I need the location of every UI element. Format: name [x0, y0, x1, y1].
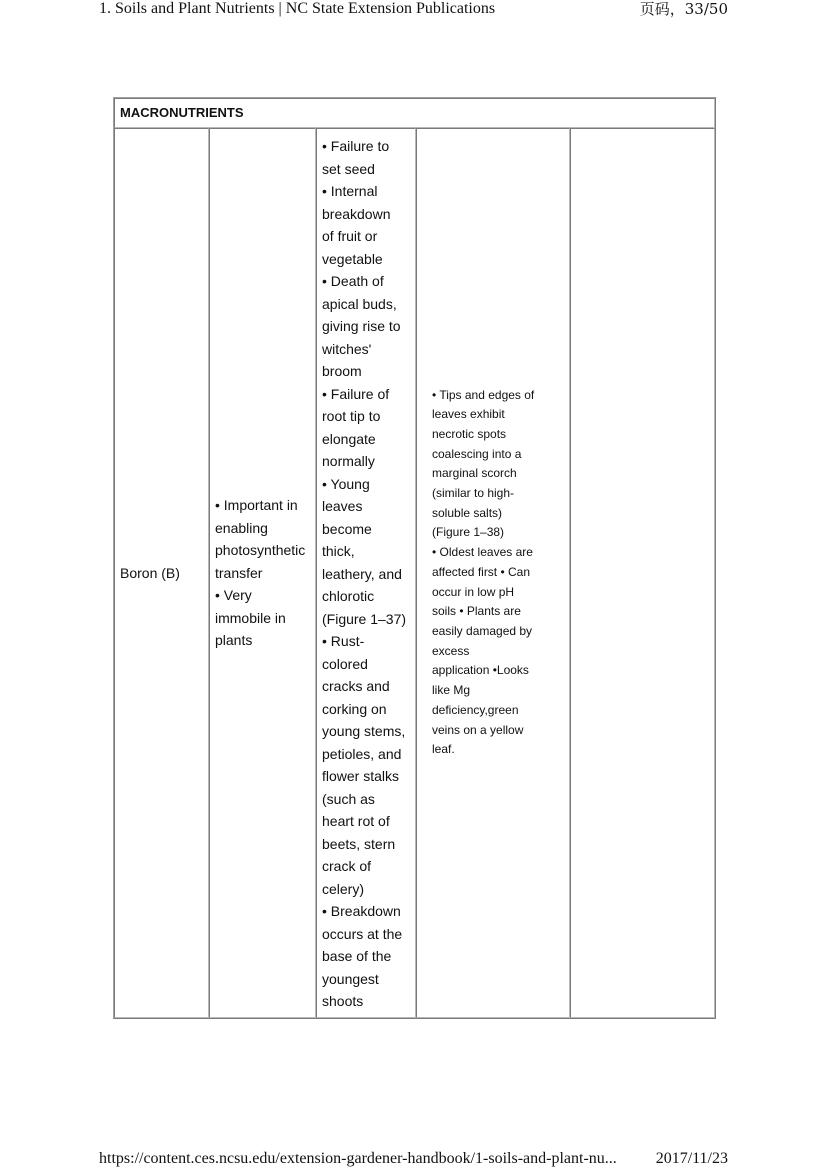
cell-text-line: veins on a yellow [432, 722, 524, 737]
nutrient-table [113, 97, 716, 1019]
cell-text-line: celery) [322, 880, 365, 897]
cell-text-line: • Breakdown [322, 903, 401, 919]
cell-text-line: leaf. [432, 742, 455, 757]
cell-text-line: of fruit or [322, 228, 378, 244]
cell-text-line: corking on [322, 700, 387, 717]
cell-text-line: colored [322, 655, 368, 672]
cell-text-line: leaves [322, 498, 363, 514]
cell-text-line: (Figure 1–38) [432, 525, 505, 540]
cell-text-line: • Internal [322, 183, 378, 199]
cell-text-line: apical buds, [322, 295, 397, 312]
cell-text-line: necrotic spots [432, 426, 507, 441]
cell-text-line: petioles, and [322, 745, 402, 762]
cell-text-line: • Death of [322, 273, 384, 289]
section-header-cell: MACRONUTRIENTS [114, 98, 715, 128]
cell-text-line: (such as [322, 790, 375, 807]
cell-text-line: chlorotic [322, 588, 375, 604]
cell-text-line: occur in low pH [432, 584, 515, 599]
cell-text-line: root tip to [322, 408, 381, 424]
cell-text-line: plants [215, 632, 253, 648]
cell-text-line: soils • Plants are [432, 604, 521, 619]
cell-text-line: cracks and [322, 678, 390, 694]
cell-text-line: shoots [322, 993, 364, 1009]
cell-text-line: occurs at the [322, 925, 403, 942]
cell-text-line: (Figure 1–37) [322, 610, 407, 627]
cell-text-line: • Oldest leaves are [432, 545, 533, 560]
cell-text-line: enabling [215, 519, 268, 536]
cell-text-line: heart rot of [322, 813, 390, 829]
cell-text-line: become [322, 520, 372, 537]
cell-text-line: • Rust- [322, 633, 365, 649]
cell-text-line: • Failure of [322, 385, 390, 402]
cell-text-line: leaves exhibit [432, 407, 505, 422]
cell-text-line: young stems, [322, 723, 406, 739]
toxicity-symptoms-cell [416, 128, 570, 1018]
cell-text-line: • Important in [215, 497, 298, 513]
cell-text-line: application •Looks [432, 663, 529, 678]
cell-text-line: photosynthetic [215, 542, 306, 558]
footer-url: https://content.ces.ncsu.edu/extension-gardener-handbook/1-soils-and-plant-nu... [99, 1150, 617, 1167]
cell-text-line: • Very [215, 587, 252, 603]
cell-text-line: breakdown [322, 205, 391, 222]
cell-text-line: base of the [322, 948, 392, 964]
cell-text-line: giving rise to [322, 318, 401, 334]
cell-text-line: excess [432, 643, 470, 658]
cell-text-line: witches' [322, 340, 372, 357]
footer-date: 2017/11/23 [655, 1150, 728, 1167]
cell-text-line: immobile in [215, 609, 286, 626]
cell-text-line: beets, stern [322, 835, 396, 852]
cell-text-line: easily damaged by [432, 624, 533, 638]
cell-text-line: crack of [322, 858, 372, 874]
cell-text-line: normally [322, 453, 375, 469]
cell-text-line: affected first • Can [432, 564, 531, 579]
cell-text-line: youngest [322, 970, 379, 987]
deficiency-symptoms-cell [316, 128, 416, 1018]
cell-text-line: • Failure to [322, 138, 390, 154]
section-header-row [114, 98, 715, 128]
cell-text-line: • Tips and edges of [432, 387, 535, 402]
cell-text-line: marginal scorch [432, 466, 517, 481]
cell-text-line: • Young [322, 475, 370, 492]
cell-text-line: transfer [215, 564, 263, 581]
running-header-title: 1. Soils and Plant Nutrients | NC State Extension Publications [99, 0, 496, 17]
nutrient-role-cell [209, 128, 316, 1018]
cell-text-line: like Mg [432, 683, 471, 698]
cell-text-line: coalescing into a [432, 446, 522, 461]
cell-text-line: broom [322, 363, 362, 379]
notes-cell [570, 128, 715, 1018]
table-row [114, 128, 715, 1018]
cell-text-line: soluble salts) [432, 505, 503, 520]
nutrient-name-cell: Boron (B) [114, 128, 209, 1018]
cell-text-line: vegetable [322, 250, 383, 267]
cell-text-line: flower stalks [322, 768, 400, 784]
cell-text-line: (similar to high- [432, 486, 515, 501]
cell-text-line: set seed [322, 160, 375, 177]
cell-text-line: elongate [322, 430, 376, 447]
cell-text-line: leathery, and [322, 565, 402, 582]
cell-text-line: deficiency,green [432, 702, 519, 717]
running-header-page-number: 页码，33/50 [639, 0, 728, 18]
cell-text-line: thick, [322, 543, 355, 559]
